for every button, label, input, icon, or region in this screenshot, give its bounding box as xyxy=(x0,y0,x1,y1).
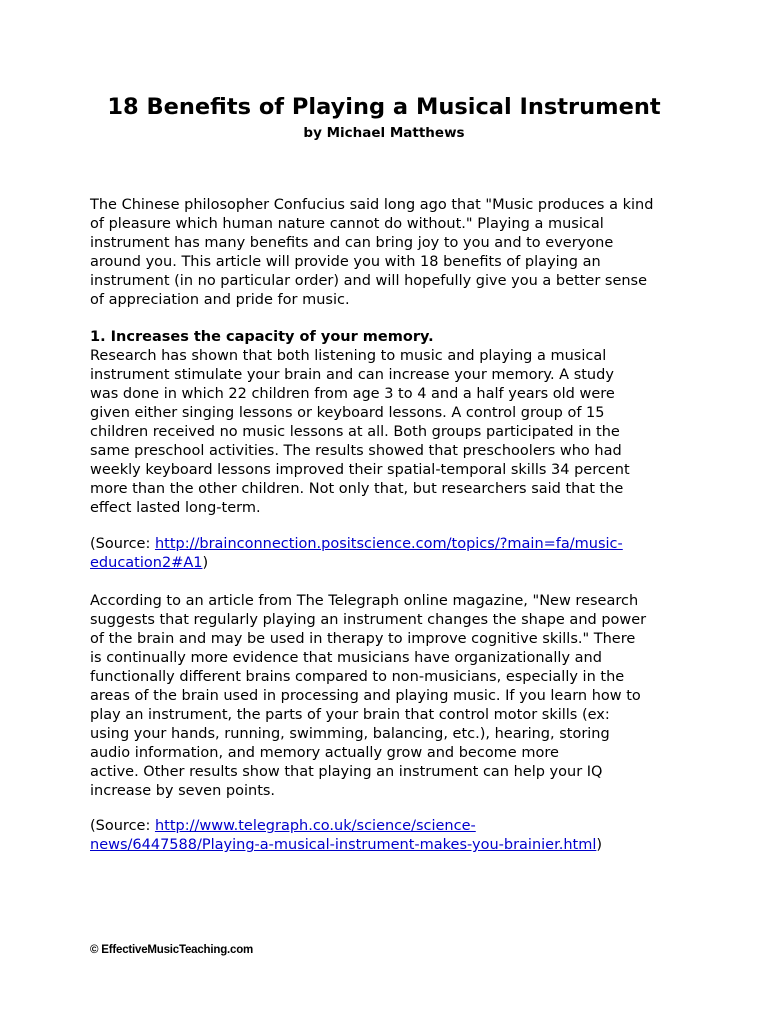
source-2-line xyxy=(90,836,690,855)
source-2-prefix: (Source: xyxy=(90,818,155,834)
intro-line: The Chinese philosopher Confucius said long ago that "Music produces a kind xyxy=(90,197,654,213)
section-1-line: effect lasted long-term. xyxy=(90,500,261,516)
section-1-line: weekly keyboard lessons improved their spatial-temporal skills 34 percent xyxy=(90,462,630,478)
telegraph-line: areas of the brain used in processing and playing music. If you learn how to xyxy=(90,688,641,704)
source-2 xyxy=(90,817,690,855)
source-1-link-continued[interactable]: education2#A1 xyxy=(90,555,203,571)
copyright-footer: © EffectiveMusicTeaching.com xyxy=(90,944,254,956)
telegraph-line: functionally different brains compared to non-musicians, especially in the xyxy=(90,669,625,685)
intro-paragraph xyxy=(90,196,690,310)
section-1-line: more than the other children. Not only that, but researchers said that the xyxy=(90,481,624,497)
intro-line: around you. This article will provide you with 18 benefits of playing an xyxy=(90,254,601,270)
article-title: 18 Benefits of Playing a Musical Instrument xyxy=(107,94,661,120)
section-1-line: instrument stimulate your brain and can increase your memory. A study xyxy=(90,367,614,383)
section-1 xyxy=(90,328,690,518)
source-1-line xyxy=(90,554,690,573)
telegraph-line: using your hands, running, swimming, balancing, etc.), hearing, storing xyxy=(90,726,610,742)
telegraph-line: According to an article from The Telegraph online magazine, "New research xyxy=(90,593,639,609)
article-byline: by Michael Matthews xyxy=(303,125,465,141)
intro-line: of pleasure which human nature cannot do without." Playing a musical xyxy=(90,216,604,232)
section-1-line: children received no music lessons at all. Both groups participated in the xyxy=(90,424,620,440)
telegraph-line: suggests that regularly playing an instrument changes the shape and power xyxy=(90,612,647,628)
section-1-line: Research has shown that both listening to music and playing a musical xyxy=(90,348,607,364)
source-1-prefix: (Source: xyxy=(90,536,155,552)
source-2-link[interactable]: http://www.telegraph.co.uk/science/science- xyxy=(154,818,476,834)
telegraph-line: is continually more evidence that musicians have organizationally and xyxy=(90,650,602,666)
section-1-heading: 1. Increases the capacity of your memory. xyxy=(90,329,434,345)
source-1 xyxy=(90,535,690,573)
source-2-suffix: ) xyxy=(596,837,603,853)
section-1-line: was done in which 22 children from age 3 to 4 and a half years old were xyxy=(90,386,615,402)
source-2-link-continued[interactable]: news/6447588/Playing-a-musical-instrument-makes-you-brainier.html xyxy=(90,837,597,853)
telegraph-line: of the brain and may be used in therapy to improve cognitive skills." There xyxy=(90,631,636,647)
telegraph-line: increase by seven points. xyxy=(90,783,276,799)
intro-line: instrument has many benefits and can bring joy to you and to everyone xyxy=(90,235,614,251)
source-1-suffix: ) xyxy=(202,555,209,571)
source-1-line xyxy=(90,535,690,554)
source-2-line xyxy=(90,817,690,836)
section-1-line: same preschool activities. The results showed that preschoolers who had xyxy=(90,443,622,459)
section-1-line: given either singing lessons or keyboard lessons. A control group of 15 xyxy=(90,405,605,421)
intro-line: of appreciation and pride for music. xyxy=(90,292,350,308)
source-1-link[interactable]: http://brainconnection.positscience.com/topics/?main=fa/music- xyxy=(154,536,623,552)
telegraph-line: play an instrument, the parts of your brain that control motor skills (ex: xyxy=(90,707,610,723)
telegraph-line: audio information, and memory actually grow and become more xyxy=(90,745,559,761)
intro-line: instrument (in no particular order) and will hopefully give you a better sense xyxy=(90,273,648,289)
telegraph-paragraph xyxy=(90,592,690,801)
telegraph-line: active. Other results show that playing an instrument can help your IQ xyxy=(90,764,603,780)
